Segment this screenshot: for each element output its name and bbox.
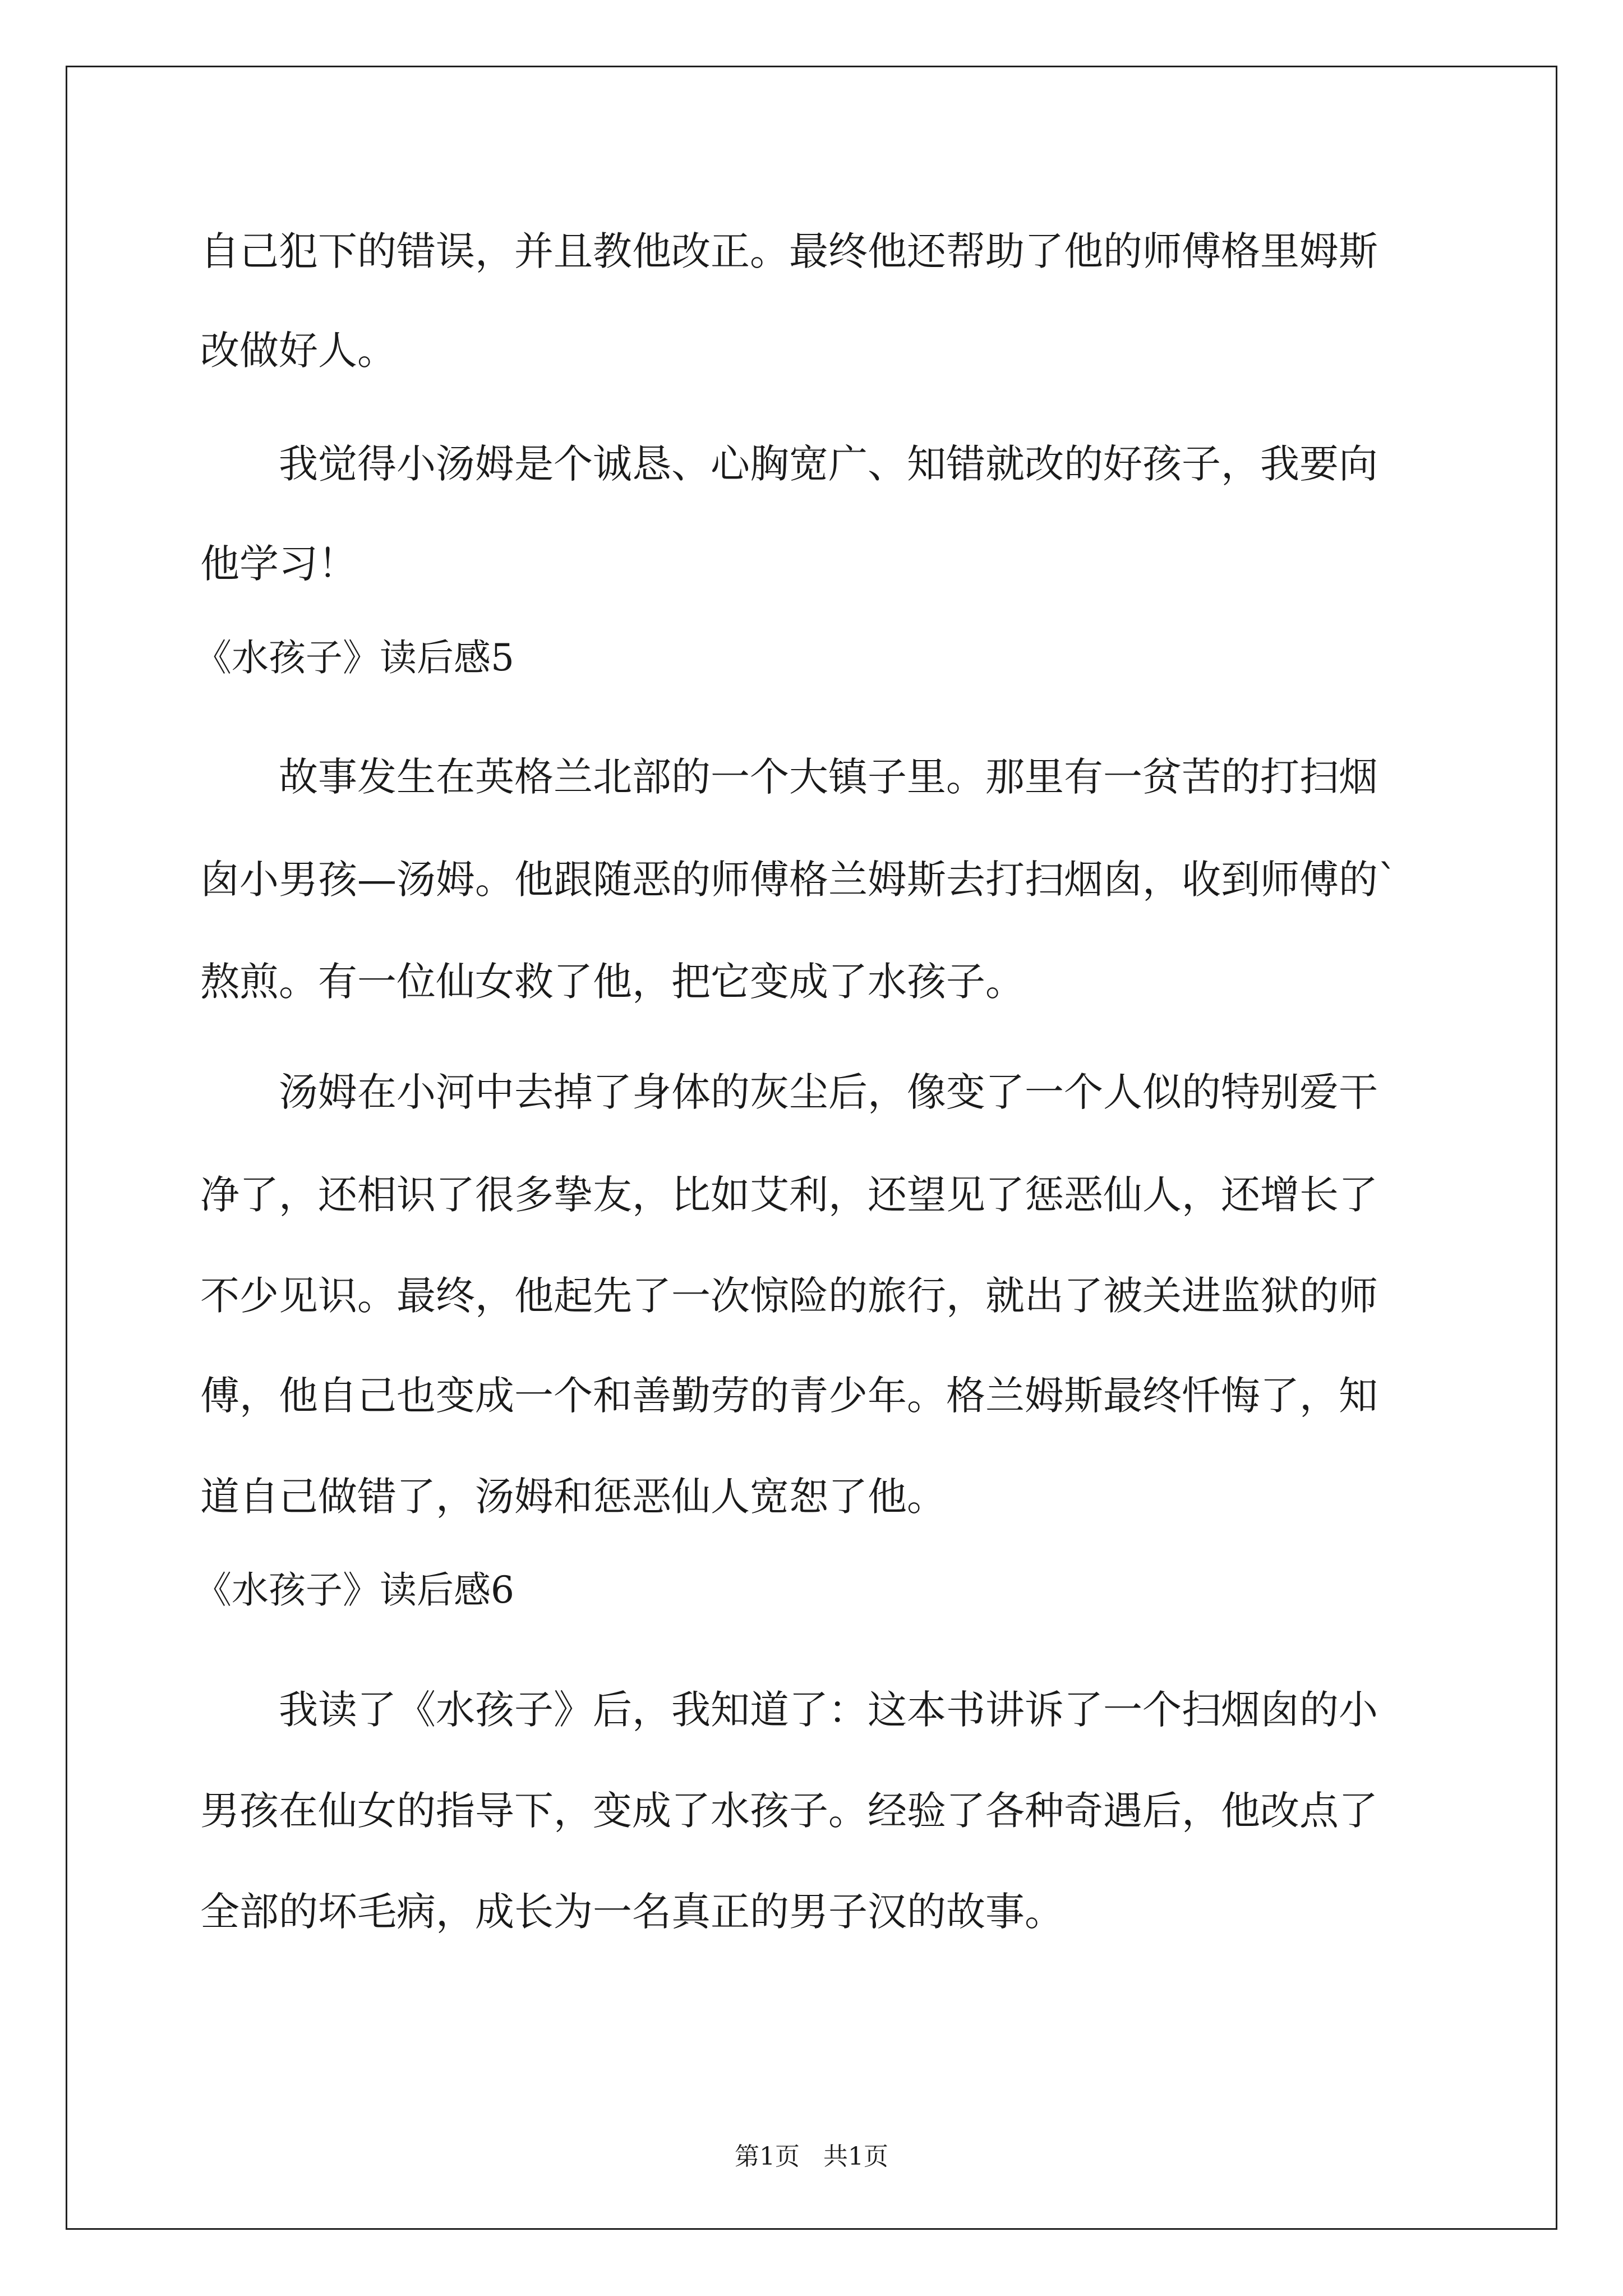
paragraph-line: 傅，他自己也变成一个和善勤劳的青少年。格兰姆斯最终忏悔了，知 bbox=[200, 1373, 1378, 1419]
paragraph-line: 汤姆在小河中去掉了身体的灰尘后，像变了一个人似的特别爱干 bbox=[279, 1069, 1378, 1115]
paragraph-line: 他学习！ bbox=[200, 541, 357, 587]
paragraph-line: 故事发生在英格兰北部的一个大镇子里。那里有一贫苦的打扫烟 bbox=[279, 754, 1378, 800]
paragraph-line: 改做好人。 bbox=[200, 328, 396, 374]
paragraph-line: 不少见识。最终，他起先了一次惊险的旅行，就出了被关进监狱的师 bbox=[200, 1273, 1378, 1319]
paragraph-line: 囱小男孩—汤姆。他跟随恶的师傅格兰姆斯去打扫烟囱，收到师傅的` bbox=[200, 857, 1398, 903]
page-footer bbox=[0, 2140, 1623, 2174]
section-heading: 《水孩子》读后感5 bbox=[195, 636, 514, 679]
paragraph-line: 净了，还相识了很多挚友，比如艾利，还望见了惩恶仙人，还增长了 bbox=[200, 1172, 1378, 1218]
page-total: 共1页 bbox=[823, 2142, 888, 2171]
paragraph-line: 我觉得小汤姆是个诚恳、心胸宽广、知错就改的好孩子，我要向 bbox=[279, 441, 1378, 487]
paragraph-line: 我读了《水孩子》后，我知道了：这本书讲诉了一个扫烟囱的小 bbox=[279, 1687, 1378, 1733]
paragraph-line: 男孩在仙女的指导下，变成了水孩子。经验了各种奇遇后，他改点了 bbox=[200, 1788, 1378, 1834]
page-number: 第1页 bbox=[735, 2142, 800, 2171]
section-heading: 《水孩子》读后感6 bbox=[195, 1568, 514, 1612]
paragraph-line: 全部的坏毛病，成长为一名真正的男子汉的故事。 bbox=[200, 1889, 1064, 1935]
paragraph-line: 道自己做错了，汤姆和惩恶仙人宽恕了他。 bbox=[200, 1474, 946, 1520]
paragraph-line: 熬煎。有一位仙女救了他，把它变成了水孩子。 bbox=[200, 959, 1025, 1005]
paragraph-line: 自己犯下的错误，并且教他改正。最终他还帮助了他的师傅格里姆斯 bbox=[200, 228, 1378, 274]
